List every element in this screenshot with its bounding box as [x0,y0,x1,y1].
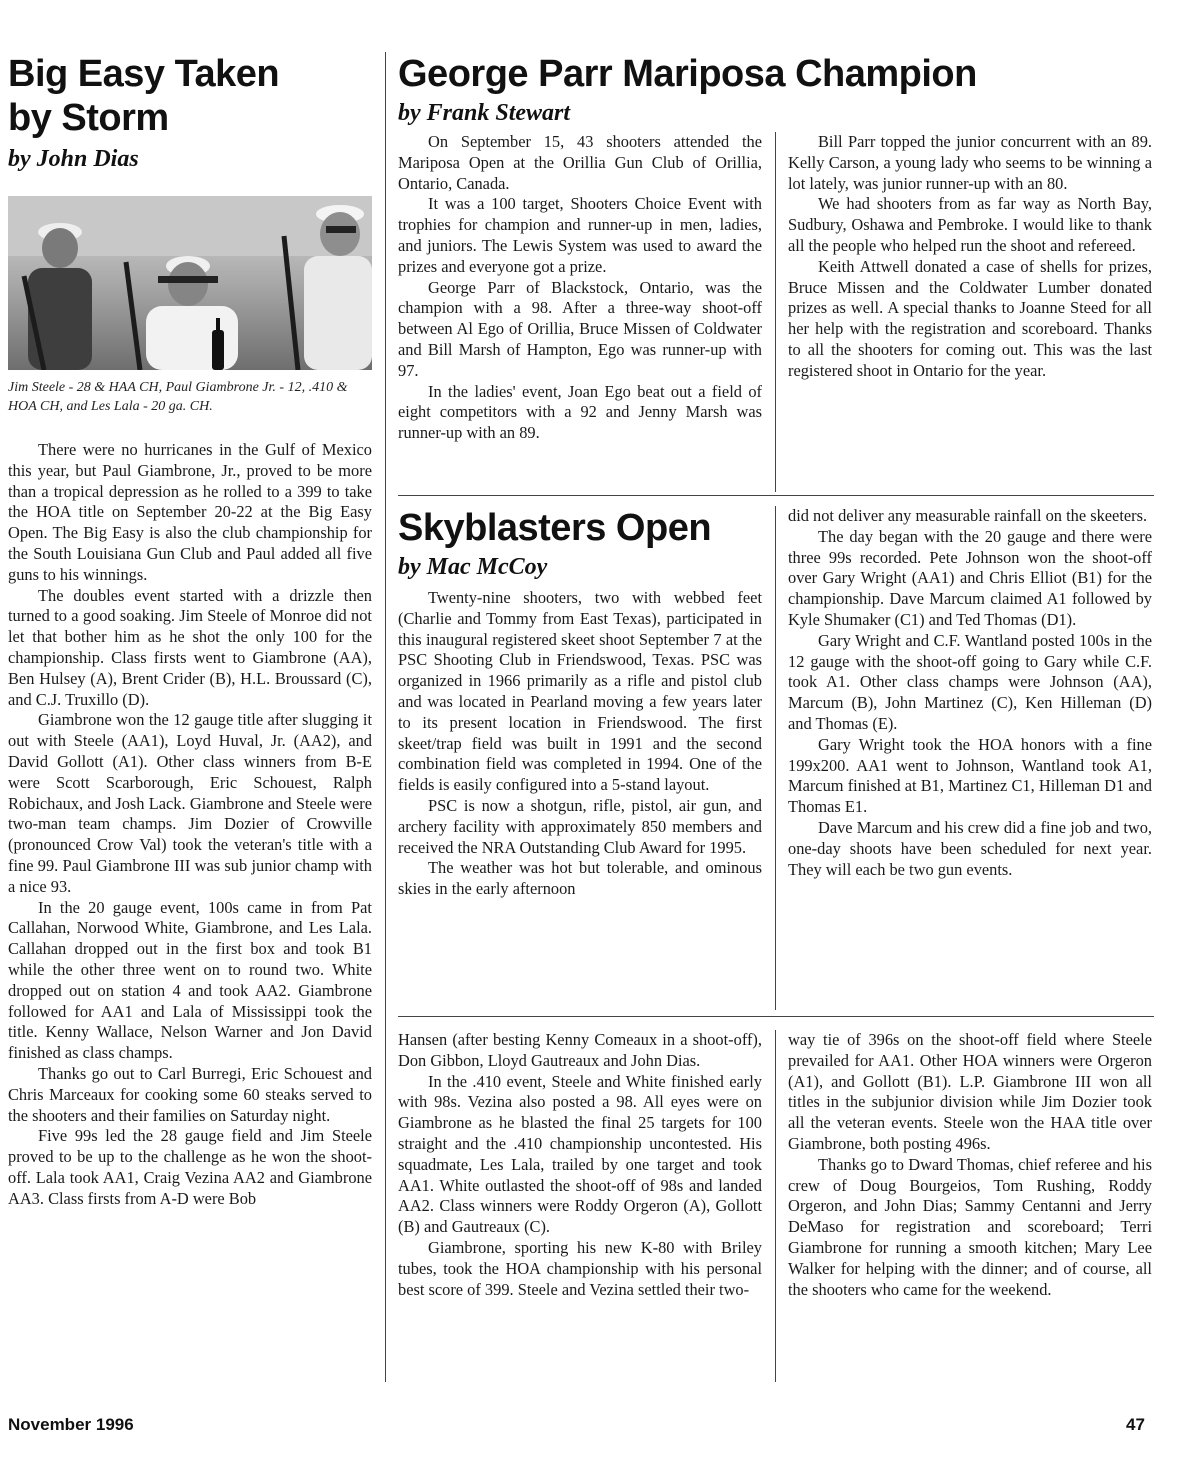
article1-col1-paragraph: There were no hurricanes in the Gulf of Mexico this year, but Paul Giambrone, Jr., proved to be more than a tropical depression as he rolled to a 399 to take the HOA title on September 20-22 at the Big Easy Open. The Big Easy is also the club championship for the South Louisiana Gun Club and Paul added all five guns to his winnings. [8,440,372,584]
article1-photo [8,196,372,370]
article3-col1-paragraph: The weather was hot but tolerable, and ominous skies in the early afternoon [398,858,762,899]
article1-title-line1: Big Easy Taken [8,53,280,95]
article2-title: George Parr Mariposa Champion [398,53,977,95]
article3-col2-paragraph: Gary Wright and C.F. Wantland posted 100s in the 12 gauge with the shoot-off going to Gary while C.F. took A1. Other class champs were Johnson (AA), Marcum (B), John Martinez (C), Ken Hilleman (D) and Thomas (E). [788,630,1152,733]
article1-col1-paragraph: Five 99s led the 28 gauge field and Jim Steele proved to be up to the challenge as he won the shoot-off. Lala took AA1, Craig Vezina AA2 and Giambrone AA3. Class firsts from A-D were Bob [8,1126,372,1208]
article1-title-line2: by Storm [8,97,169,139]
footer-page-number: 47 [1126,1415,1145,1434]
article1-col1-paragraph: The doubles event started with a drizzle then turned to a good soaking. Jim Steele of Monroe did not let that bother him as he shot the only 100 for the championship. Class firsts went to Giambrone (AA), Ben Hulsey (A), Brent Crider (B), H.L. Broussard (C), and C.J. Truxillo (D). [8,585,372,709]
article3-col1-paragraph: PSC is now a shotgun, rifle, pistol, air gun, and archery facility with approximately 850 members and received the NRA Outstanding Club Award for 1995. [398,795,762,857]
column-divider-left [385,52,386,1382]
article1-col1-paragraph: In the 20 gauge event, 100s came in from Pat Callahan, Norwood White, Giambrone, and Les Lala. Callahan dropped out in the first box and took B1 while the other three went on to round two. White dropped out on station 4 and took AA2. Giambrone followed for AA1 and Lala of Mississippi took the title. Kenny Wallace, Nelson Warner and Jon David finished as class champs. [8,897,372,1063]
article1-column-1 [8,440,372,1209]
article1-col1-paragraph: Giambrone won the 12 gauge title after slugging it out with Steele (AA1), Loyd Huval, Jr. (AA2), and David Gollott (A1). Other class winners from B-E were Scott Scarborough, Eric Schouest, Ralph Robichaux, and Josh Lack. Giambrone and Steele were two-man team champs. Jim Dozier of Crowville (pronounced Crow Val) took the veteran's title with a fine 99. Paul Giambrone III was sub junior champ with a nice 93. [8,710,372,896]
article3-column-2 [788,506,1152,880]
article3-byline: by Mac McCoy [398,554,548,580]
article1-column-3 [788,1030,1152,1300]
column-divider-right-lower [775,506,776,1010]
article2-col1-paragraph: On September 15, 43 shooters attended the Mariposa Open at the Orillia Gun Club of Orillia, Ontario, Canada. [398,132,762,193]
article2-col1-paragraph: George Parr of Blackstock, Ontario, was the champion with a 98. After a three-way shoot-off between Al Ego of Orillia, Bruce Missen of Coldwater and Bill Marsh of Hampton, Ego was runner-up with 97. [398,277,762,380]
article1-col3-paragraph: Thanks go to Dward Thomas, chief referee and his crew of Doug Bourgeios, Tom Rushing, Roddy Orgeron, and John Dias; Sammy Centanni and Jerry DeMaso for registration and scoreboard; Terri Giambrone for running a smooth kitchen; Mary Lee Walker for helping with the dinner; and of course, all the shooters who came for the weekend. [788,1154,1152,1299]
article3-col2-paragraph: Dave Marcum and his crew did a fine job and two, one-day shoots have been scheduled for next year. They will each be two gun events. [788,817,1152,879]
article1-col1-paragraph: Thanks go out to Carl Burregi, Eric Schouest and Chris Marceaux for cooking some 60 steaks served to the shooters and their families on Saturday night. [8,1063,372,1125]
article1-column-2 [398,1030,762,1300]
article2-col1-paragraph: In the ladies' event, Joan Ego beat out a field of eight competitors with a 92 and Jenny Marsh was runner-up with an 89. [398,381,762,443]
article2-column-2 [788,132,1152,382]
article1-col3-paragraph: way tie of 396s on the shoot-off field where Steele prevailed for AA1. Other HOA winners were Orgeron (A1), and Gollott (B1). L.P. Giambrone III won all titles in the subjunior division while Jim Dozier took all the veteran events. Steele won the HAA title over Giambrone, both posting 496s. [788,1030,1152,1153]
section-divider-upper [398,495,1154,496]
article3-col2-paragraph: Gary Wright took the HOA honors with a fine 199x200. AA1 went to Johnson, Wantland took A1, Marcum finished at B1, Martinez C1, Hilleman D1 and Thomas E1. [788,734,1152,817]
article2-col2-paragraph: We had shooters from as far way as North Bay, Sudbury, Oshawa and Pembroke. I would like to thank all the people who helped run the shoot and refereed. [788,194,1152,255]
article1-byline: by John Dias [8,146,139,172]
shooters-photo-illustration [8,196,372,370]
footer-date: November 1996 [8,1415,134,1434]
column-divider-right-bottom [775,1030,776,1382]
article1-col2-paragraph: In the .410 event, Steele and White finished early with 98s. Vezina also posted a 98. All eyes were on Giambrone as he blasted the final 25 targets for 100 straight and the .410 championship uncontested. His squadmate, Les Lala, trailed by one target and took AA1. White outlasted the shoot-off of 98s and landed AA2. Class winners were Roddy Orgeron (A), Gollott (B) and Gautreaux (C). [398,1071,762,1237]
article2-column-1 [398,132,762,444]
article1-photo-caption: Jim Steele - 28 & HAA CH, Paul Giambrone Jr. - 12, .410 & HOA CH, and Les Lala - 20 ga. CH. [8,380,348,414]
article3-col1-paragraph: Twenty-nine shooters, two with webbed feet (Charlie and Tommy from East Texas), participated in this inaugural registered skeet shoot September 7 at the PSC Shooting Club in Friendswood, Texas. PSC was organized in 1966 primarily as a rifle and pistol club and was located in Pearland moving a few years later to its present location in Friendswood. The first skeet/trap field was built in 1991 and the second combination field was completed in 1994. One of the fields is easily configured into a 5-stand layout. [398,588,762,795]
article2-col1-paragraph: It was a 100 target, Shooters Choice Event with trophies for champion and runner-up in men, ladies, and juniors. The Lewis System was used to award the prizes and everyone got a prize. [398,194,762,276]
article3-col2-paragraph: The day began with the 20 gauge and there were three 99s recorded. Pete Johnson won the shoot-off over Gary Wright (AA1) and Chris Elliot (B1) for the championship. Dave Marcum claimed A1 followed by Kyle Shumaker (C1) and Ted Thomas (D1). [788,526,1152,629]
article3-column-1 [398,588,762,900]
article1-col2-paragraph: Hansen (after besting Kenny Comeaux in a shoot-off), Don Gibbon, Lloyd Gautreaux and John Dias. [398,1030,762,1070]
article2-byline: by Frank Stewart [398,100,571,126]
article1-col2-paragraph: Giambrone, sporting his new K-80 with Briley tubes, took the HOA championship with his personal best score of 399. Steele and Vezina settled their two- [398,1237,762,1299]
article3-title: Skyblasters Open [398,507,712,549]
section-divider-lower [398,1016,1154,1017]
article3-col2-paragraph: did not deliver any measurable rainfall on the skeeters. [788,506,1148,525]
column-divider-right [775,132,776,492]
article2-col2-paragraph: Keith Attwell donated a case of shells for prizes, Bruce Missen and the Coldwater Lumber donated prizes as well. A special thanks to Joanne Steed for all her help with the registration and scoreboard. Thanks to all the shooters for coming out. This was the last registered shoot in Ontario for the year. [788,256,1152,380]
article2-col2-paragraph: Bill Parr topped the junior concurrent with an 89. Kelly Carson, a young lady who seems to be winning a lot lately, was junior runner-up with an 80. [788,132,1152,193]
